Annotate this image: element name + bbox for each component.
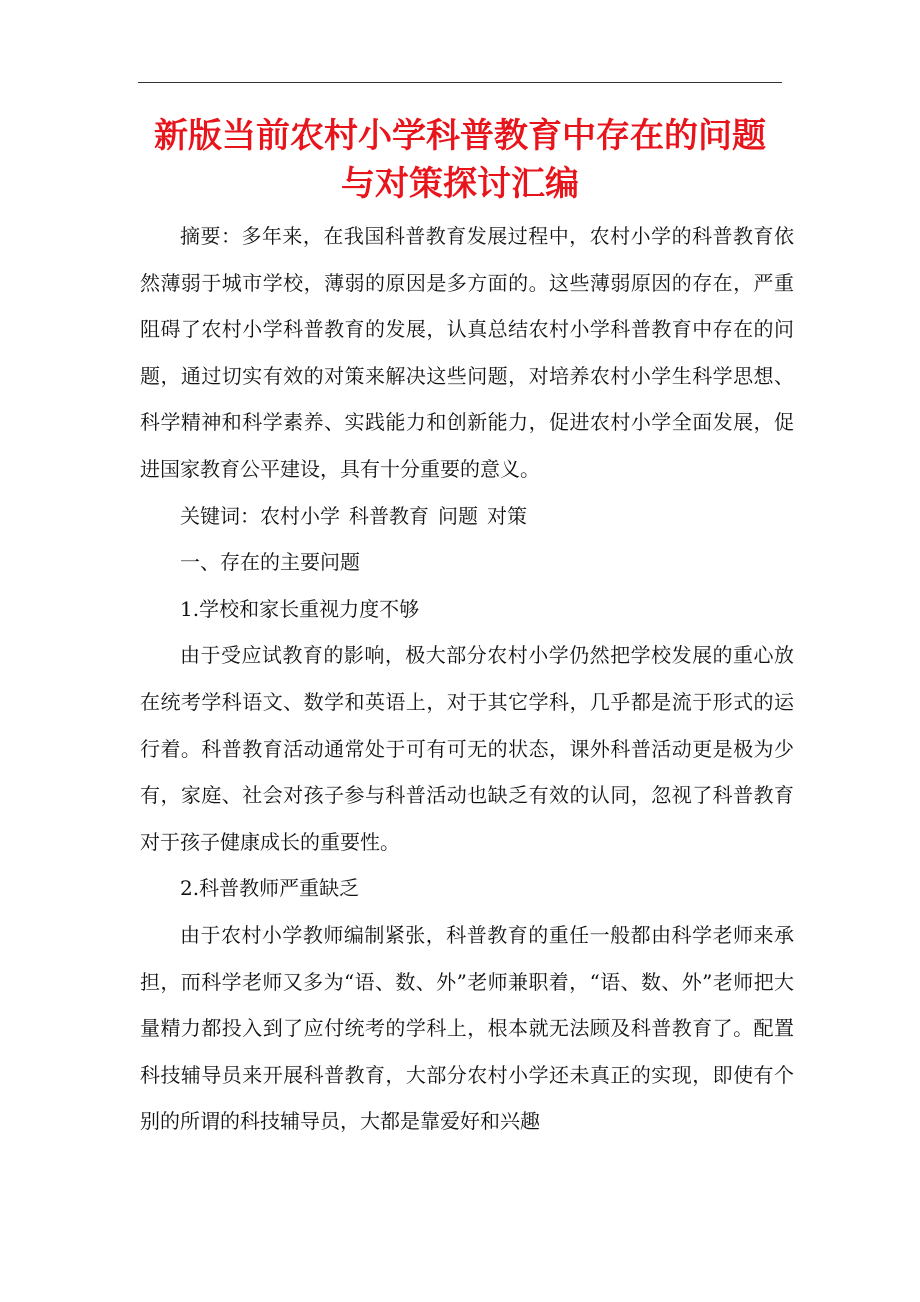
document-body <box>140 213 794 1145</box>
document-title <box>140 112 780 208</box>
section-heading-1: 一、存在的主要问题 <box>180 550 360 575</box>
keywords-line <box>140 493 794 540</box>
abstract-paragraph: 摘要：多年来，在我国科普教育发展过程中，农村小学的科普教育依然薄弱于城市学校，薄弱的原因是多方面的。这些薄弱原因的存在，严重阻碍了农村小学科普教育的发展，认真总结农村小学科普教育中存在的问题，通过切实有效的对策来解决这些问题，对培养农村小学生科学思想、科学精神和科学素养、实践能力和创新能力，促进农村小学全面发展，促进国家教育公平建设，具有十分重要的意义。 <box>140 224 794 481</box>
subsection-paragraph-1: 由于受应试教育的影响，极大部分农村小学仍然把学校发展的重心放在统考学科语文、数学和英语上，对于其它学科，几乎都是流于形式的运行着。科普教育活动通常处于可有可无的状态，课外科普活动更是极为少有，家庭、社会对孩子参与科普活动也缺乏有效的认同，忽视了科普教育对于孩子健康成长的重要性。 <box>140 643 794 854</box>
keyword-1: 农村小学 <box>260 503 340 528</box>
keyword-2: 科普教育 <box>349 503 429 528</box>
keywords-label: 关键词： <box>180 503 260 528</box>
subsection-paragraph-2: 由于农村小学教师编制紧张，科普教育的重任一般都由科学老师来承担，而科学老师又多为“语、数、外”老师兼职着，“语、数、外”老师把大量精力都投入到了应付统考的学科上，根本就无法顾及科普教育了。配置科技辅导员来开展科普教育，大部分农村小学还未真正的实现，即使有个别的所谓的科技辅导员，大都是靠爱好和兴趣 <box>140 922 794 1134</box>
header-rule <box>138 82 782 83</box>
title-line-2: 与对策探讨汇编 <box>341 164 579 204</box>
keyword-4: 对策 <box>487 503 527 528</box>
subsection-heading-2: 2.科普教师严重缺乏 <box>180 876 360 901</box>
subsection-heading-1: 1.学校和家长重视力度不够 <box>180 596 420 621</box>
title-line-1: 新版当前农村小学科普教育中存在的问题 <box>154 116 766 156</box>
keyword-3: 问题 <box>438 503 478 528</box>
